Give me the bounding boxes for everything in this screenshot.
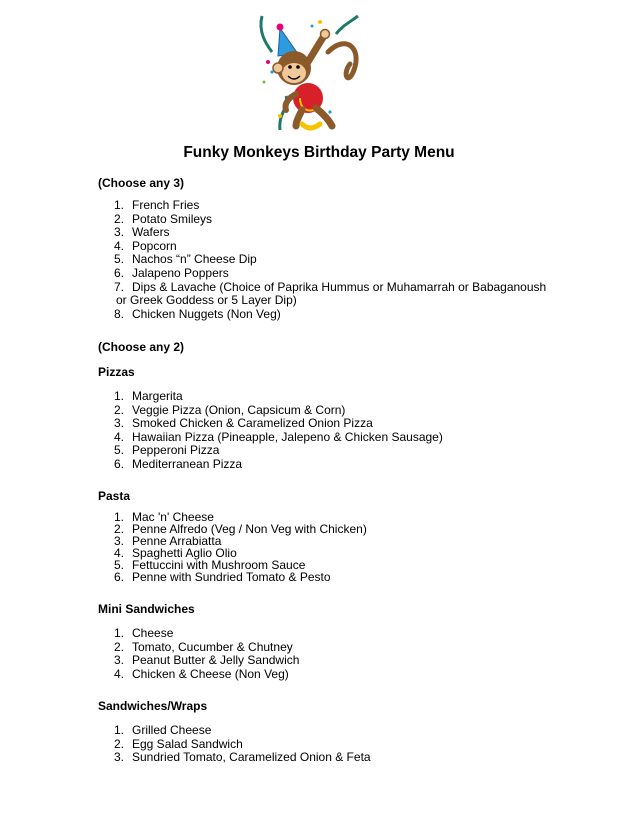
list-item: 2. Veggie Pizza (Onion, Capsicum & Corn) xyxy=(113,402,346,417)
list-item: 1. Margerita xyxy=(113,389,183,403)
list-item: 1. French Fries xyxy=(113,198,200,212)
list-item: 3. Wafers xyxy=(113,225,170,240)
pizzas-list xyxy=(98,390,618,472)
list-item: 4. Spaghetti Aglio Olio xyxy=(113,545,237,560)
list-item: 1. Grilled Cheese xyxy=(113,723,212,737)
pizzas-heading: Pizzas xyxy=(98,365,135,379)
list-item: 6. Jalapeno Poppers xyxy=(113,265,229,280)
list-item: 5. Pepperoni Pizza xyxy=(113,443,220,458)
sandwiches-wraps-heading: Sandwiches/Wraps xyxy=(98,699,208,713)
pasta-heading: Pasta xyxy=(98,489,131,503)
list-item: 6. Penne with Sundried Tomato & Pesto xyxy=(113,569,331,584)
list-item: 4. Hawaiian Pizza (Pineapple, Jalepeno & Chicken Sausage) xyxy=(113,429,443,444)
list-item: 4. Popcorn xyxy=(113,238,177,253)
list-item: 2. Egg Salad Sandwich xyxy=(113,736,243,751)
list-item: 3. Smoked Chicken & Caramelized Onion Pizza xyxy=(113,416,373,431)
mini-sandwiches-list xyxy=(98,627,618,681)
list-item: 2. Potato Smileys xyxy=(113,211,213,226)
list-item: 3. Peanut Butter & Jelly Sandwich xyxy=(113,653,300,668)
list-item: 2. Tomato, Cucumber & Chutney xyxy=(113,639,293,654)
list-item-continuation: or Greek Goddess or 5 Layer Dip) xyxy=(116,293,297,308)
list-item: 3. Penne Arrabiatta xyxy=(113,533,222,548)
list-item: 1. Mac 'n' Cheese xyxy=(113,510,214,524)
list-item: 3. Sundried Tomato, Caramelized Onion & Feta xyxy=(113,750,371,765)
list-item: 7. Dips & Lavache (Choice of Paprika Hummus or Muhamarrah or Babaganoush or Greek Goddess or 5 Layer Dip) xyxy=(98,281,618,308)
list-item: 4. Chicken & Cheese (Non Veg) xyxy=(113,666,289,681)
section-choose-2-heading: (Choose any 2) xyxy=(98,340,185,354)
sandwiches-wraps-list xyxy=(98,724,618,765)
list-item: 5. Nachos “n” Cheese Dip xyxy=(113,252,257,267)
page-title: Funky Monkeys Birthday Party Menu xyxy=(183,144,455,161)
party-monkey-icon xyxy=(250,12,368,134)
snacks-list xyxy=(98,199,618,321)
pasta-list xyxy=(98,512,618,583)
section-choose-3-heading: (Choose any 3) xyxy=(98,176,185,190)
mini-sandwiches-heading: Mini Sandwiches xyxy=(98,602,195,616)
list-item: 5. Fettuccini with Mushroom Sauce xyxy=(113,557,306,572)
list-item: 6. Mediterranean Pizza xyxy=(113,456,243,471)
list-item: 1. Cheese xyxy=(113,626,174,640)
list-item: 2. Penne Alfredo (Veg / Non Veg with Chicken) xyxy=(113,521,367,536)
list-item: 8. Chicken Nuggets (Non Veg) xyxy=(113,306,281,321)
